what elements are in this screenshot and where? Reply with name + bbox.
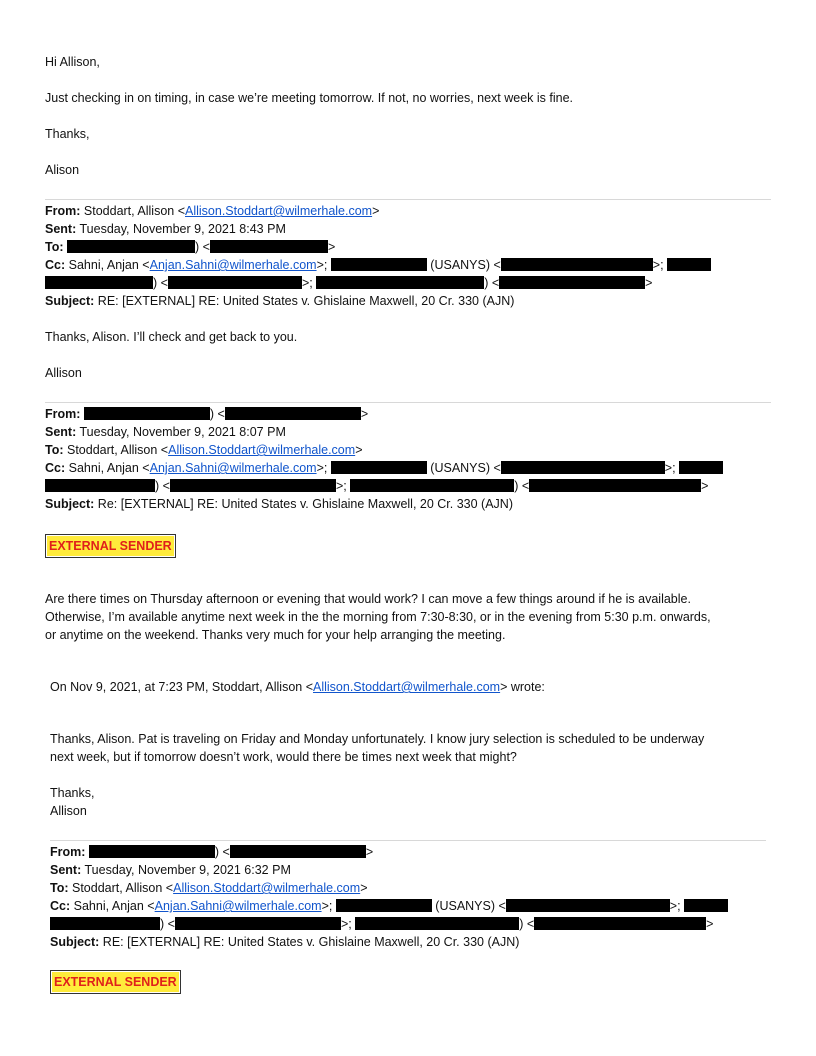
text: > xyxy=(701,479,709,493)
email-link[interactable]: Anjan.Sahni@wilmerhale.com xyxy=(149,461,317,475)
banner-text: EXTERNAL SENDER xyxy=(47,536,174,556)
text: >; xyxy=(335,479,351,493)
external-sender-banner xyxy=(45,534,176,558)
text: > xyxy=(355,443,363,457)
text: (USANYS) < xyxy=(426,461,501,475)
signoff: Allison xyxy=(45,366,82,380)
quote-body-line: Thanks, Alison. Pat is traveling on Friday and Monday unfortunately. I know jury selection is scheduled to be underway xyxy=(50,732,705,746)
redaction-block xyxy=(170,479,336,492)
text: >; xyxy=(340,917,356,931)
text: On Nov 9, 2021, at 7:23 PM, Stoddart, Allison < xyxy=(50,680,314,694)
text: ) < xyxy=(160,917,175,931)
text: Stoddart, Allison < xyxy=(67,443,169,457)
subject-text: RE: [EXTERNAL] RE: United States v. Ghislaine Maxwell, 20 Cr. 330 (AJN) xyxy=(97,294,515,308)
redaction-block xyxy=(667,258,711,271)
cc-line-2 xyxy=(45,276,652,291)
message-body-line: Are there times on Thursday afternoon or evening that would work? I can move a few things around if he is available. xyxy=(45,592,691,606)
sent-label: Sent: xyxy=(45,425,77,439)
redaction-block xyxy=(501,461,665,474)
text: Stoddart, Allison < xyxy=(72,881,174,895)
redaction-block xyxy=(168,276,302,289)
redaction-block xyxy=(67,240,195,253)
from-label: From: xyxy=(45,407,81,421)
subject-label: Subject: xyxy=(50,935,100,949)
text: > xyxy=(706,917,714,931)
email-link[interactable]: Anjan.Sahni@wilmerhale.com xyxy=(154,899,322,913)
redaction-block xyxy=(45,276,153,289)
cc-line xyxy=(50,899,728,914)
text: ) < xyxy=(514,479,530,493)
redaction-block xyxy=(230,845,366,858)
redaction-block xyxy=(501,258,653,271)
cc-line-2 xyxy=(45,479,708,494)
redaction-block xyxy=(506,899,670,912)
redaction-block xyxy=(175,917,341,930)
cc-line-2 xyxy=(50,917,713,932)
redaction-block xyxy=(355,917,519,930)
from-name: Stoddart, Allison < xyxy=(83,204,186,218)
redaction-block xyxy=(350,479,514,492)
from-label: From: xyxy=(50,845,86,859)
subject-text: RE: [EXTERNAL] RE: United States v. Ghislaine Maxwell, 20 Cr. 330 (AJN) xyxy=(102,935,520,949)
text: ) < xyxy=(209,407,225,421)
text: > xyxy=(360,881,368,895)
text: >; xyxy=(301,276,317,290)
redaction-block xyxy=(679,461,723,474)
text: >; xyxy=(316,258,331,272)
subject-line xyxy=(50,935,519,950)
redaction-block xyxy=(499,276,645,289)
text: >; xyxy=(316,461,331,475)
redaction-block xyxy=(50,917,160,930)
text: >; xyxy=(652,258,668,272)
sent-date: Tuesday, November 9, 2021 8:43 PM xyxy=(79,222,286,236)
text: ) < xyxy=(155,479,170,493)
quote-intro xyxy=(50,680,545,695)
to-line xyxy=(45,240,335,255)
text: ) < xyxy=(153,276,168,290)
greeting: Hi Allison, xyxy=(45,55,100,69)
signoff: Allison xyxy=(50,804,87,818)
redaction-block xyxy=(331,258,427,271)
email-link[interactable]: Allison.Stoddart@wilmerhale.com xyxy=(185,204,373,218)
text: > xyxy=(365,845,374,859)
sent-date: Tuesday, November 9, 2021 8:07 PM xyxy=(79,425,286,439)
to-line xyxy=(45,443,363,458)
external-sender-banner xyxy=(50,970,181,994)
from-label: From: xyxy=(45,204,81,218)
divider xyxy=(50,840,766,841)
text: > wrote: xyxy=(500,680,545,694)
redaction-block xyxy=(534,917,706,930)
redaction-block xyxy=(210,240,328,253)
redaction-block xyxy=(45,479,155,492)
to-label: To: xyxy=(45,443,64,457)
cc-label: Cc: xyxy=(45,461,66,475)
from-line xyxy=(45,204,379,219)
sent-label: Sent: xyxy=(45,222,77,236)
thanks-line: Thanks, xyxy=(50,786,95,800)
text: (USANYS) < xyxy=(426,258,501,272)
text: >; xyxy=(664,461,680,475)
text: > xyxy=(645,276,653,290)
redaction-block xyxy=(684,899,728,912)
from-line xyxy=(50,845,373,860)
message-body-line: Otherwise, I’m available anytime next week in the the morning from 7:30-8:30, or in the evening from 5:30 p.m. onwards, xyxy=(45,610,711,624)
to-label: To: xyxy=(45,240,64,254)
email-link[interactable]: Anjan.Sahni@wilmerhale.com xyxy=(149,258,317,272)
subject-label: Subject: xyxy=(45,294,95,308)
subject-label: Subject: xyxy=(45,497,95,511)
redaction-block xyxy=(89,845,215,858)
text: ) < xyxy=(214,845,230,859)
sent-line xyxy=(45,222,286,237)
email-link[interactable]: Allison.Stoddart@wilmerhale.com xyxy=(313,680,501,694)
redaction-block xyxy=(529,479,701,492)
redaction-block xyxy=(84,407,210,420)
text: ) < xyxy=(484,276,500,290)
sent-label: Sent: xyxy=(50,863,82,877)
thanks-line: Thanks, xyxy=(45,127,90,141)
text: >; xyxy=(321,899,336,913)
quote-body-line: next week, but if tomorrow doesn’t work, would there be times next week that might? xyxy=(50,750,517,764)
cc-label: Cc: xyxy=(50,899,71,913)
sent-line xyxy=(45,425,286,440)
text: Sahni, Anjan < xyxy=(68,258,150,272)
subject-text: Re: [EXTERNAL] RE: United States v. Ghislaine Maxwell, 20 Cr. 330 (AJN) xyxy=(97,497,513,511)
divider xyxy=(45,199,771,200)
text: > xyxy=(327,240,336,254)
email-link[interactable]: Allison.Stoddart@wilmerhale.com xyxy=(168,443,356,457)
redaction-block xyxy=(336,899,432,912)
cc-label: Cc: xyxy=(45,258,66,272)
cc-line xyxy=(45,258,711,273)
text: Sahni, Anjan < xyxy=(68,461,150,475)
to-line xyxy=(50,881,368,896)
to-label: To: xyxy=(50,881,69,895)
cc-line xyxy=(45,461,723,476)
signoff: Alison xyxy=(45,163,80,177)
text: (USANYS) < xyxy=(431,899,506,913)
from-line xyxy=(45,407,368,422)
message-body-line: or anytime on the weekend. Thanks very much for your help arranging the meeting. xyxy=(45,628,506,642)
text: ) < xyxy=(195,240,210,254)
redaction-block xyxy=(331,461,427,474)
redaction-block xyxy=(225,407,361,420)
text: >; xyxy=(669,899,685,913)
sent-date: Tuesday, November 9, 2021 6:32 PM xyxy=(84,863,291,877)
message-body: Just checking in on timing, in case we’re meeting tomorrow. If not, no worries, next week is fine. xyxy=(45,91,574,105)
message-body: Thanks, Alison. I’ll check and get back to you. xyxy=(45,330,298,344)
email-link[interactable]: Allison.Stoddart@wilmerhale.com xyxy=(173,881,361,895)
text: ) < xyxy=(519,917,535,931)
subject-line xyxy=(45,497,513,512)
subject-line xyxy=(45,294,514,309)
divider xyxy=(45,402,771,403)
banner-text: EXTERNAL SENDER xyxy=(52,972,179,992)
redaction-block xyxy=(316,276,484,289)
text: > xyxy=(360,407,369,421)
text: Sahni, Anjan < xyxy=(73,899,155,913)
sent-line xyxy=(50,863,291,878)
text: > xyxy=(372,204,380,218)
